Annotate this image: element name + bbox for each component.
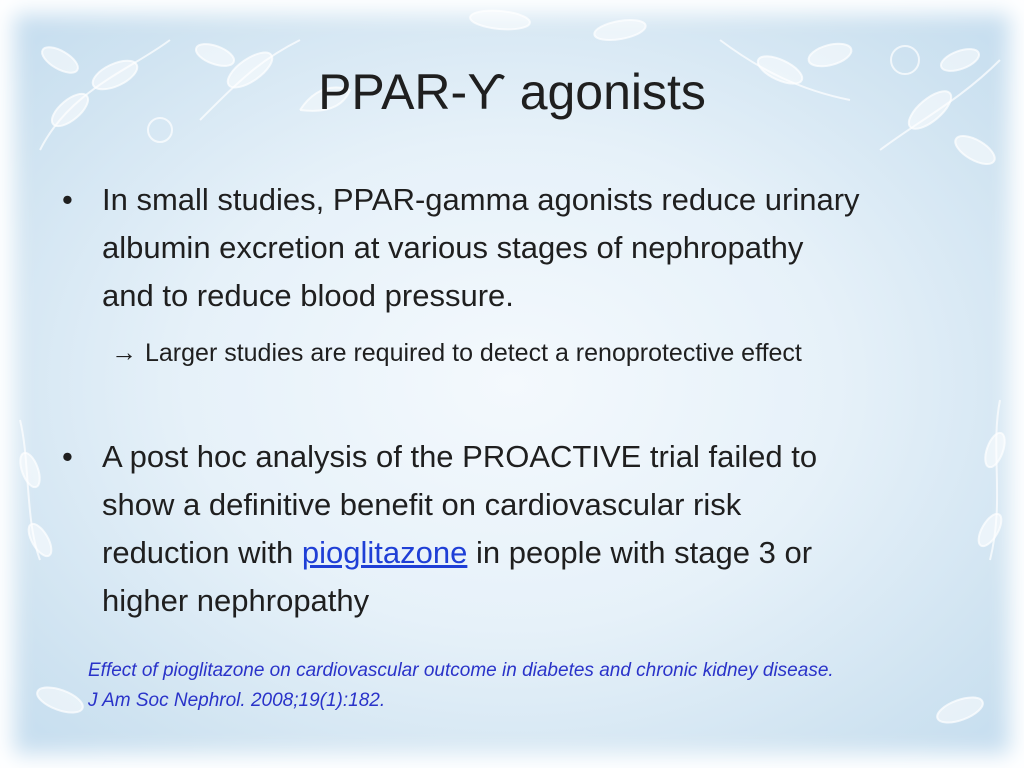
bullet-text <box>102 176 1002 320</box>
slide-title: PPAR-ϒ agonists <box>318 64 706 120</box>
bullet-marker: • <box>62 439 73 474</box>
bullet-line: albumin excretion at various stages of nephropathy <box>102 230 804 265</box>
arrow-right-icon: → <box>111 337 137 367</box>
bullet-line: higher nephropathy <box>102 583 370 618</box>
bullet-line <box>102 529 1002 577</box>
reference-line: Effect of pioglitazone on cardiovascular outcome in diabetes and chronic kidney disease. <box>88 660 834 681</box>
sub-point-text: Larger studies are required to detect a renoprotective effect <box>145 339 802 367</box>
bullet-line: A post hoc analysis of the PROACTIVE trial failed to <box>102 439 818 474</box>
sub-point <box>111 334 802 371</box>
reference-citation <box>88 656 834 716</box>
bullet-line: In small studies, PPAR-gamma agonists reduce urinary <box>102 182 860 217</box>
bullet-text <box>102 433 1002 625</box>
bullet-marker: • <box>62 182 73 217</box>
reference-line: J Am Soc Nephrol. 2008;19(1):182. <box>88 690 386 711</box>
bullet-line-text: reduction with <box>102 535 302 570</box>
pioglitazone-link[interactable]: pioglitazone <box>301 535 468 570</box>
bullet-line: and to reduce blood pressure. <box>102 278 514 313</box>
bullet-line: show a definitive benefit on cardiovascular risk <box>102 487 742 522</box>
bullet-line-text: in people with stage 3 or <box>467 535 813 570</box>
